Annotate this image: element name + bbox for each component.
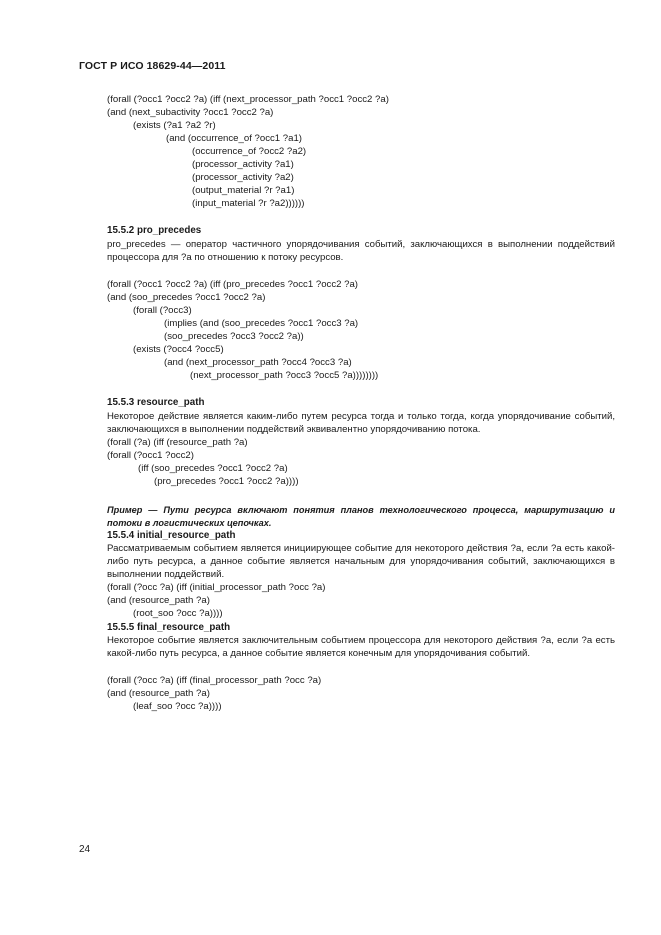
- code-line: (and (occurrence_of ?occ1 ?a1): [166, 133, 302, 144]
- code-line: (root_soo ?occ ?a)))): [133, 608, 223, 619]
- paragraph-text: Некоторое событие является заключительным событием процессора для некоторого действия ?a, если ?a есть какой-либо путь ресурса, а данное событие является конечным для упорядочивания событий.: [107, 635, 615, 659]
- code-line: (exists (?occ4 ?occ5): [133, 344, 224, 355]
- section-paragraph: [79, 635, 615, 661]
- section-heading: 15.5.3 resource_path: [107, 397, 205, 408]
- page-number: 24: [79, 844, 91, 855]
- code-line: (leaf_soo ?occ ?a)))): [133, 701, 222, 712]
- code-line: (iff (soo_precedes ?occ1 ?occ2 ?a): [138, 463, 288, 474]
- document-header: ГОСТ Р ИСО 18629-44—2011: [79, 60, 226, 72]
- code-line: (and (resource_path ?a): [107, 688, 210, 699]
- note-text: Пример — Пути ресурса включают понятия планов технологического процесса, маршрутизацию и потоки в логистических цепочках.: [107, 505, 615, 528]
- section-paragraph: [79, 411, 615, 437]
- code-line: (pro_precedes ?occ1 ?occ2 ?a)))): [154, 476, 299, 487]
- code-line: (and (resource_path ?a): [107, 595, 210, 606]
- code-line: (next_processor_path ?occ3 ?occ5 ?a)))))))): [190, 370, 379, 381]
- paragraph-text: Рассматриваемым событием является инициирующее событие для некоторого действия ?a, если ?a есть какой-либо путь ресурса, а данное событие является начальным для упорядочивания событий, заключающихся в выполнении поддействий.: [107, 543, 615, 580]
- code-line: (forall (?occ1 ?occ2 ?a) (iff (next_processor_path ?occ1 ?occ2 ?a): [107, 94, 389, 105]
- code-line: (exists (?a1 ?a2 ?r): [133, 120, 216, 131]
- code-line: (forall (?a) (iff (resource_path ?a): [107, 437, 248, 448]
- section-heading: 15.5.2 pro_precedes: [107, 225, 202, 236]
- code-line: (forall (?occ1 ?occ2): [107, 450, 194, 461]
- code-line: (soo_precedes ?occ3 ?occ2 ?a)): [164, 331, 304, 342]
- code-line: (output_material ?r ?a1): [192, 185, 295, 196]
- code-line: (implies (and (soo_precedes ?occ1 ?occ3 ?a): [164, 318, 359, 329]
- section-paragraph: [79, 543, 615, 582]
- code-line: (forall (?occ1 ?occ2 ?a) (iff (pro_precedes ?occ1 ?occ2 ?a): [107, 279, 358, 290]
- code-line: (occurrence_of ?occ2 ?a2): [192, 146, 307, 157]
- code-line: (input_material ?r ?a2)))))): [192, 198, 305, 209]
- paragraph-text: pro_precedes — оператор частичного упорядочивания событий, заключающихся в выполнении поддействий процессора для ?a по отношению к потоку ресурсов.: [107, 239, 615, 263]
- code-line: (and (soo_precedes ?occ1 ?occ2 ?a): [107, 292, 266, 303]
- section-heading: 15.5.4 initial_resource_path: [107, 530, 236, 541]
- code-line: (processor_activity ?a2): [192, 172, 294, 183]
- code-line: (processor_activity ?a1): [192, 159, 294, 170]
- code-line: (forall (?occ ?a) (iff (initial_processor_path ?occ ?a): [107, 582, 326, 593]
- paragraph-text: Некоторое действие является каким-либо путем ресурса тогда и только тогда, когда упорядочивание событий, заключающихся в выполнении поддействий эквивалентно упорядочиванию потока.: [107, 411, 615, 435]
- code-line: (and (next_processor_path ?occ4 ?occ3 ?a): [164, 357, 352, 368]
- section-paragraph: [79, 239, 615, 265]
- code-line: (forall (?occ ?a) (iff (final_processor_path ?occ ?a): [107, 675, 322, 686]
- code-line: (and (next_subactivity ?occ1 ?occ2 ?a): [107, 107, 274, 118]
- section-heading: 15.5.5 final_resource_path: [107, 622, 231, 633]
- example-note: [79, 504, 615, 529]
- code-line: (forall (?occ3): [133, 305, 192, 316]
